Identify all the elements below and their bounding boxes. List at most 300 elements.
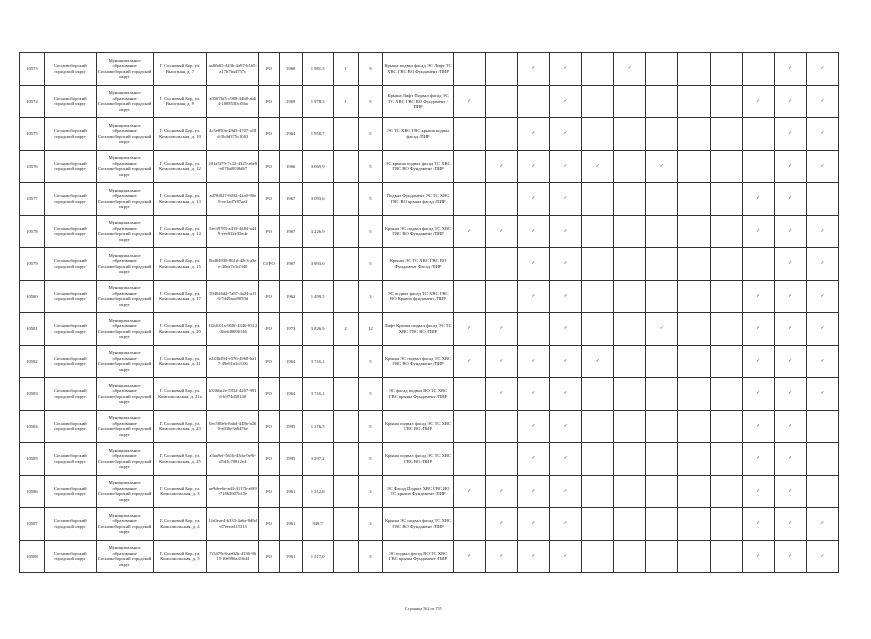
- district-cell: Сосновоборский городской округ: [44, 540, 96, 573]
- check-cell: [646, 410, 678, 443]
- checkmark-icon: ✓: [659, 326, 664, 332]
- check-cell: [453, 150, 485, 183]
- district-cell: Сосновоборский городской округ: [44, 85, 96, 118]
- check-cell: [582, 443, 614, 476]
- municipality-cell: Муниципальное образование Сосновоборский городской округ: [96, 508, 153, 541]
- checkmark-icon: ✓: [788, 261, 793, 267]
- type-cell: РО: [259, 313, 280, 346]
- area-cell: 3 093,6: [302, 183, 333, 216]
- check-cell: [582, 183, 614, 216]
- check-cell: [710, 345, 742, 378]
- check-cell: [710, 118, 742, 151]
- check-cell: [806, 475, 838, 508]
- check-cell: [742, 345, 774, 378]
- checkmark-icon: ✓: [788, 98, 793, 104]
- works-list-cell: ЭС фасад подвал ВО ТС ХВС ГВС крыша Фундамент /ПИР: [383, 378, 453, 411]
- district-cell: Сосновоборский городской округ: [44, 508, 96, 541]
- district-cell: Сосновоборский городской округ: [44, 410, 96, 443]
- check-cell: [453, 313, 485, 346]
- check-cell: [710, 183, 742, 216]
- check-cell: [710, 150, 742, 183]
- district-cell: Сосновоборский городской округ: [44, 475, 96, 508]
- check-cell: [646, 150, 678, 183]
- checkmark-icon: ✓: [499, 326, 504, 332]
- checkmark-icon: ✓: [820, 66, 825, 72]
- check-cell: [485, 313, 517, 346]
- check-cell: [678, 443, 710, 476]
- count-2-cell: 5: [358, 150, 383, 183]
- check-cell: [646, 540, 678, 573]
- table-row: [20, 410, 839, 443]
- check-cell: [678, 53, 710, 86]
- checkmark-icon: ✓: [788, 391, 793, 397]
- checkmark-icon: ✓: [467, 326, 472, 332]
- checkmark-icon: ✓: [563, 553, 568, 559]
- table-row: [20, 508, 839, 541]
- works-list-cell: Крыша подвал фасад ЭС Лифт ТС ХВС ГВС ВО Фундамент /ПИР: [383, 53, 453, 86]
- checkmark-icon: ✓: [531, 293, 536, 299]
- checkmark-icon: ✓: [531, 163, 536, 169]
- checkmark-icon: ✓: [531, 391, 536, 397]
- check-cell: [678, 150, 710, 183]
- checkmark-icon: ✓: [531, 456, 536, 462]
- count-2-cell: 5: [358, 118, 383, 151]
- check-cell: [453, 508, 485, 541]
- check-cell: [517, 508, 549, 541]
- check-cell: [614, 183, 646, 216]
- checkmark-icon: ✓: [531, 228, 536, 234]
- year-cell: 1995: [279, 443, 302, 476]
- checkmark-icon: ✓: [820, 521, 825, 527]
- checkmark-icon: ✓: [499, 228, 504, 234]
- check-cell: [485, 118, 517, 151]
- check-cell: [774, 280, 806, 313]
- check-cell: [742, 475, 774, 508]
- table-body: [20, 53, 839, 573]
- checkmark-icon: ✓: [531, 423, 536, 429]
- row-id-cell: 10581: [20, 313, 45, 346]
- count-1-cell: [333, 215, 358, 248]
- checkmark-icon: ✓: [563, 293, 568, 299]
- count-2-cell: 5: [358, 183, 383, 216]
- row-id-cell: 10578: [20, 215, 45, 248]
- table-row: [20, 313, 839, 346]
- checkmark-icon: ✓: [820, 391, 825, 397]
- check-cell: [742, 443, 774, 476]
- address-cell: Г. Сосновый Бор, ул. Комсомольская, д. 15: [153, 248, 207, 281]
- check-cell: [774, 150, 806, 183]
- checkmark-icon: ✓: [563, 358, 568, 364]
- check-cell: [710, 85, 742, 118]
- checkmark-icon: ✓: [820, 326, 825, 332]
- municipality-cell: Муниципальное образование Сосновоборский городской округ: [96, 118, 153, 151]
- year-cell: 1964: [279, 378, 302, 411]
- checkmark-icon: ✓: [499, 488, 504, 494]
- checkmark-icon: ✓: [595, 358, 600, 364]
- check-cell: [485, 475, 517, 508]
- checkmark-icon: ✓: [756, 488, 761, 494]
- address-cell: Г. Сосновый Бор, ул. Комсомольская, д. 5: [153, 540, 207, 573]
- checkmark-icon: ✓: [531, 488, 536, 494]
- count-1-cell: [333, 378, 358, 411]
- check-cell: [582, 280, 614, 313]
- check-cell: [646, 508, 678, 541]
- checkmark-icon: ✓: [788, 456, 793, 462]
- table-row: [20, 345, 839, 378]
- checkmark-icon: ✓: [788, 326, 793, 332]
- checkmark-icon: ✓: [788, 196, 793, 202]
- housing-registry-table: [19, 52, 839, 573]
- check-cell: [806, 345, 838, 378]
- check-cell: [774, 475, 806, 508]
- fias-code-cell: 201a5f79-7c32-4325-a6e8-e076a8838db7: [207, 150, 259, 183]
- check-cell: [550, 118, 582, 151]
- check-cell: [742, 53, 774, 86]
- check-cell: [453, 183, 485, 216]
- check-cell: [517, 150, 549, 183]
- check-cell: [806, 248, 838, 281]
- count-1-cell: [333, 475, 358, 508]
- check-cell: [742, 410, 774, 443]
- fias-code-cell: 1f2d101a-960f-4346-8312-3befd8696146: [207, 313, 259, 346]
- checkmark-icon: ✓: [563, 326, 568, 332]
- check-cell: [774, 508, 806, 541]
- check-cell: [517, 378, 549, 411]
- checkmark-icon: ✓: [563, 391, 568, 397]
- checkmark-icon: ✓: [820, 261, 825, 267]
- district-cell: Сосновоборский городской округ: [44, 215, 96, 248]
- checkmark-icon: ✓: [499, 358, 504, 364]
- count-1-cell: [333, 540, 358, 573]
- district-cell: Сосновоборский городской округ: [44, 150, 96, 183]
- fias-code-cell: 5ee39785-a419-4484-a449-eee922e35ede: [207, 215, 259, 248]
- checkmark-icon: ✓: [756, 228, 761, 234]
- works-list-cell: Крыша Лифт Подвал фасад ЭС ТС ХВС ГВС ВО Фундамент /ПИР: [383, 85, 453, 118]
- area-cell: 3 716,1: [302, 378, 333, 411]
- checkmark-icon: ✓: [659, 163, 664, 169]
- count-2-cell: 5: [358, 443, 383, 476]
- type-cell: РО: [259, 443, 280, 476]
- area-cell: 1 512,6: [302, 475, 333, 508]
- works-list-cell: ЭС подвал фасад ВО ТС ХВС ГВС крыша Фундамент /ПИР: [383, 540, 453, 573]
- check-cell: [742, 150, 774, 183]
- check-cell: [806, 183, 838, 216]
- check-cell: [550, 248, 582, 281]
- check-cell: [453, 378, 485, 411]
- count-1-cell: 1: [333, 53, 358, 86]
- address-cell: Г. Сосновый Бор, ул. Комсомольская, д. 21: [153, 345, 207, 378]
- check-cell: [453, 280, 485, 313]
- check-cell: [646, 215, 678, 248]
- works-list-cell: Лифт Крыша подвал фасад ЭС ТС ХВС ГВС ВО /ПИР: [383, 313, 453, 346]
- check-cell: [582, 215, 614, 248]
- check-cell: [742, 183, 774, 216]
- check-cell: [678, 248, 710, 281]
- municipality-cell: Муниципальное образование Сосновоборский городской округ: [96, 150, 153, 183]
- check-cell: [774, 118, 806, 151]
- area-cell: 1 499,5: [302, 280, 333, 313]
- checkmark-icon: ✓: [627, 66, 632, 72]
- check-cell: [678, 313, 710, 346]
- row-id-cell: 10577: [20, 183, 45, 216]
- row-id-cell: 10587: [20, 508, 45, 541]
- checkmark-icon: ✓: [467, 488, 472, 494]
- row-id-cell: 10575: [20, 118, 45, 151]
- address-cell: Г. Сосновый Бор, ул. Комсомольская, д. 20: [153, 313, 207, 346]
- count-2-cell: 3: [358, 280, 383, 313]
- year-cell: 1961: [279, 508, 302, 541]
- row-id-cell: 10583: [20, 378, 45, 411]
- checkmark-icon: ✓: [788, 358, 793, 364]
- table-row: [20, 183, 839, 216]
- count-2-cell: 3: [358, 508, 383, 541]
- checkmark-icon: ✓: [788, 488, 793, 494]
- municipality-cell: Муниципальное образование Сосновоборский городской округ: [96, 183, 153, 216]
- check-cell: [517, 345, 549, 378]
- check-cell: [710, 215, 742, 248]
- checkmark-icon: ✓: [820, 293, 825, 299]
- check-cell: [646, 378, 678, 411]
- checkmark-icon: ✓: [531, 66, 536, 72]
- district-cell: Сосновоборский городской округ: [44, 313, 96, 346]
- area-cell: 3 716,1: [302, 345, 333, 378]
- check-cell: [582, 378, 614, 411]
- area-cell: 1 376,5: [302, 410, 333, 443]
- type-cell: РО: [259, 215, 280, 248]
- check-cell: [614, 248, 646, 281]
- row-id-cell: 10573: [20, 53, 45, 86]
- check-cell: [614, 118, 646, 151]
- checkmark-icon: ✓: [756, 553, 761, 559]
- address-cell: Г. Сосновый Бор, ул. Комсомольская, д. 4: [153, 508, 207, 541]
- row-id-cell: 10574: [20, 85, 45, 118]
- area-cell: 3 893,0: [302, 248, 333, 281]
- checkmark-icon: ✓: [531, 261, 536, 267]
- check-cell: [485, 53, 517, 86]
- checkmark-icon: ✓: [788, 521, 793, 527]
- count-1-cell: 1: [333, 85, 358, 118]
- check-cell: [774, 313, 806, 346]
- type-cell: РО: [259, 53, 280, 86]
- fias-code-cell: 0b484938-861d-42c3-a3ee-40ea7e3cf340: [207, 248, 259, 281]
- check-cell: [614, 280, 646, 313]
- count-2-cell: 5: [358, 345, 383, 378]
- checkmark-icon: ✓: [788, 228, 793, 234]
- check-cell: [806, 215, 838, 248]
- check-cell: [614, 378, 646, 411]
- year-cell: 1968: [279, 53, 302, 86]
- check-cell: [710, 53, 742, 86]
- count-1-cell: [333, 410, 358, 443]
- count-1-cell: [333, 443, 358, 476]
- check-cell: [485, 280, 517, 313]
- checkmark-icon: ✓: [788, 131, 793, 137]
- check-cell: [678, 183, 710, 216]
- checkmark-icon: ✓: [756, 326, 761, 332]
- checkmark-icon: ✓: [563, 423, 568, 429]
- check-cell: [710, 540, 742, 573]
- municipality-cell: Муниципальное образование Сосновоборский городской округ: [96, 410, 153, 443]
- check-cell: [582, 118, 614, 151]
- check-cell: [550, 150, 582, 183]
- check-cell: [582, 540, 614, 573]
- district-cell: Сосновоборский городской округ: [44, 53, 96, 86]
- checkmark-icon: ✓: [820, 553, 825, 559]
- checkmark-icon: ✓: [756, 196, 761, 202]
- check-cell: [485, 508, 517, 541]
- count-1-cell: [333, 150, 358, 183]
- check-cell: [678, 85, 710, 118]
- check-cell: [710, 443, 742, 476]
- table-row: [20, 378, 839, 411]
- district-cell: Сосновоборский городской округ: [44, 118, 96, 151]
- year-cell: 1967: [279, 248, 302, 281]
- check-cell: [614, 53, 646, 86]
- type-cell: РО: [259, 183, 280, 216]
- checkmark-icon: ✓: [756, 98, 761, 104]
- address-cell: Г. Сосновый Бор, ул. Комсомольская, д. 14: [153, 215, 207, 248]
- row-id-cell: 10584: [20, 410, 45, 443]
- district-cell: Сосновоборский городской округ: [44, 248, 96, 281]
- check-cell: [517, 53, 549, 86]
- checkmark-icon: ✓: [756, 423, 761, 429]
- check-cell: [774, 540, 806, 573]
- check-cell: [710, 280, 742, 313]
- works-list-cell: ЭС крыша подвал фасад ТС ХВС ГВС ВО Фундамент /ПИР: [383, 150, 453, 183]
- checkmark-icon: ✓: [531, 553, 536, 559]
- count-1-cell: [333, 248, 358, 281]
- area-cell: 3 069,9: [302, 150, 333, 183]
- checkmark-icon: ✓: [499, 163, 504, 169]
- count-2-cell: 5: [358, 410, 383, 443]
- check-cell: [678, 118, 710, 151]
- check-cell: [614, 215, 646, 248]
- check-cell: [678, 280, 710, 313]
- check-cell: [453, 118, 485, 151]
- check-cell: [485, 183, 517, 216]
- address-cell: Г. Сосновый Бор, ул. Комсомольская, д. 17: [153, 280, 207, 313]
- check-cell: [614, 313, 646, 346]
- check-cell: [710, 508, 742, 541]
- check-cell: [806, 443, 838, 476]
- check-cell: [550, 53, 582, 86]
- check-cell: [517, 443, 549, 476]
- check-cell: [614, 410, 646, 443]
- area-cell: 1 517,0: [302, 540, 333, 573]
- check-cell: [742, 118, 774, 151]
- works-list-cell: Крыша ЭС подвал фасад ТС ХВС ГВС ВО Фундамент /ПИР: [383, 215, 453, 248]
- check-cell: [742, 378, 774, 411]
- year-cell: 1962: [279, 280, 302, 313]
- check-cell: [678, 345, 710, 378]
- check-cell: [806, 280, 838, 313]
- works-list-cell: ЭС подвал фасад ТС ХВС ГВС ВО Крыша фундамент /ПИР: [383, 280, 453, 313]
- works-list-cell: ЭС ТС ХВС ГВС крыша подвал фасад /ПИР: [383, 118, 453, 151]
- checkmark-icon: ✓: [788, 293, 793, 299]
- fias-code-cell: e243b494-e576-4968-ba17-49e91a3cf106: [207, 345, 259, 378]
- row-id-cell: 10580: [20, 280, 45, 313]
- address-cell: Г. Сосновый Бор, ул. Комсомольская, д. 12: [153, 150, 207, 183]
- check-cell: [646, 345, 678, 378]
- page-number-footer: Страница 562 из 755: [405, 606, 442, 611]
- checkmark-icon: ✓: [563, 66, 568, 72]
- check-cell: [550, 215, 582, 248]
- area-cell: 949,7: [302, 508, 333, 541]
- count-1-cell: [333, 118, 358, 151]
- check-cell: [646, 475, 678, 508]
- check-cell: [774, 183, 806, 216]
- checkmark-icon: ✓: [788, 163, 793, 169]
- fias-code-cell: ad78f027-6032-42a0-90e9-ee1ad7f87ae2: [207, 183, 259, 216]
- row-id-cell: 10585: [20, 443, 45, 476]
- check-cell: [582, 313, 614, 346]
- checkmark-icon: ✓: [563, 98, 568, 104]
- municipality-cell: Муниципальное образование Сосновоборский городской округ: [96, 280, 153, 313]
- checkmark-icon: ✓: [788, 66, 793, 72]
- address-cell: Г. Сосновый Бор, ул. Комсомольская, д. 21а: [153, 378, 207, 411]
- check-cell: [742, 540, 774, 573]
- count-2-cell: 9: [358, 53, 383, 86]
- check-cell: [517, 183, 549, 216]
- check-cell: [646, 443, 678, 476]
- checkmark-icon: ✓: [563, 131, 568, 137]
- count-1-cell: [333, 345, 358, 378]
- check-cell: [646, 183, 678, 216]
- address-cell: Г. Сосновый Бор, ул. Комсомольская, д. 10: [153, 118, 207, 151]
- check-cell: [453, 345, 485, 378]
- area-cell: 3 226,9: [302, 215, 333, 248]
- check-cell: [646, 280, 678, 313]
- fias-code-cell: aa8fb65-423b-4a97-b165-a17b7ba4757c: [207, 53, 259, 86]
- check-cell: [453, 85, 485, 118]
- check-cell: [582, 85, 614, 118]
- checkmark-icon: ✓: [595, 163, 600, 169]
- check-cell: [485, 150, 517, 183]
- address-cell: Г. Сосновый Бор, ул. Высотная, д. 9: [153, 85, 207, 118]
- type-cell: РО: [259, 508, 280, 541]
- area-cell: 1 978,3: [302, 85, 333, 118]
- checkmark-icon: ✓: [563, 521, 568, 527]
- area-cell: 1 958,7: [302, 118, 333, 151]
- check-cell: [678, 508, 710, 541]
- check-cell: [453, 215, 485, 248]
- checkmark-icon: ✓: [563, 196, 568, 202]
- row-id-cell: 10588: [20, 540, 45, 573]
- fias-code-cell: 7f3479c8-ae02b-4336-9615-f0e996a416d4: [207, 540, 259, 573]
- count-2-cell: 5: [358, 378, 383, 411]
- address-cell: Г. Сосновый Бор, ул. Комсомольская, д. 25: [153, 443, 207, 476]
- check-cell: [550, 475, 582, 508]
- check-cell: [710, 378, 742, 411]
- municipality-cell: Муниципальное образование Сосновоборский городской округ: [96, 85, 153, 118]
- count-1-cell: [333, 508, 358, 541]
- checkmark-icon: ✓: [820, 358, 825, 364]
- year-cell: 1967: [279, 183, 302, 216]
- check-cell: [678, 215, 710, 248]
- table-row: [20, 280, 839, 313]
- municipality-cell: Муниципальное образование Сосновоборский городской округ: [96, 378, 153, 411]
- checkmark-icon: ✓: [563, 228, 568, 234]
- district-cell: Сосновоборский городской округ: [44, 378, 96, 411]
- check-cell: [614, 150, 646, 183]
- check-cell: [742, 215, 774, 248]
- check-cell: [614, 475, 646, 508]
- count-2-cell: 5: [358, 215, 383, 248]
- municipality-cell: Муниципальное образование Сосновоборский городской округ: [96, 443, 153, 476]
- check-cell: [517, 475, 549, 508]
- district-cell: Сосновоборский городской округ: [44, 183, 96, 216]
- district-cell: Сосновоборский городской округ: [44, 280, 96, 313]
